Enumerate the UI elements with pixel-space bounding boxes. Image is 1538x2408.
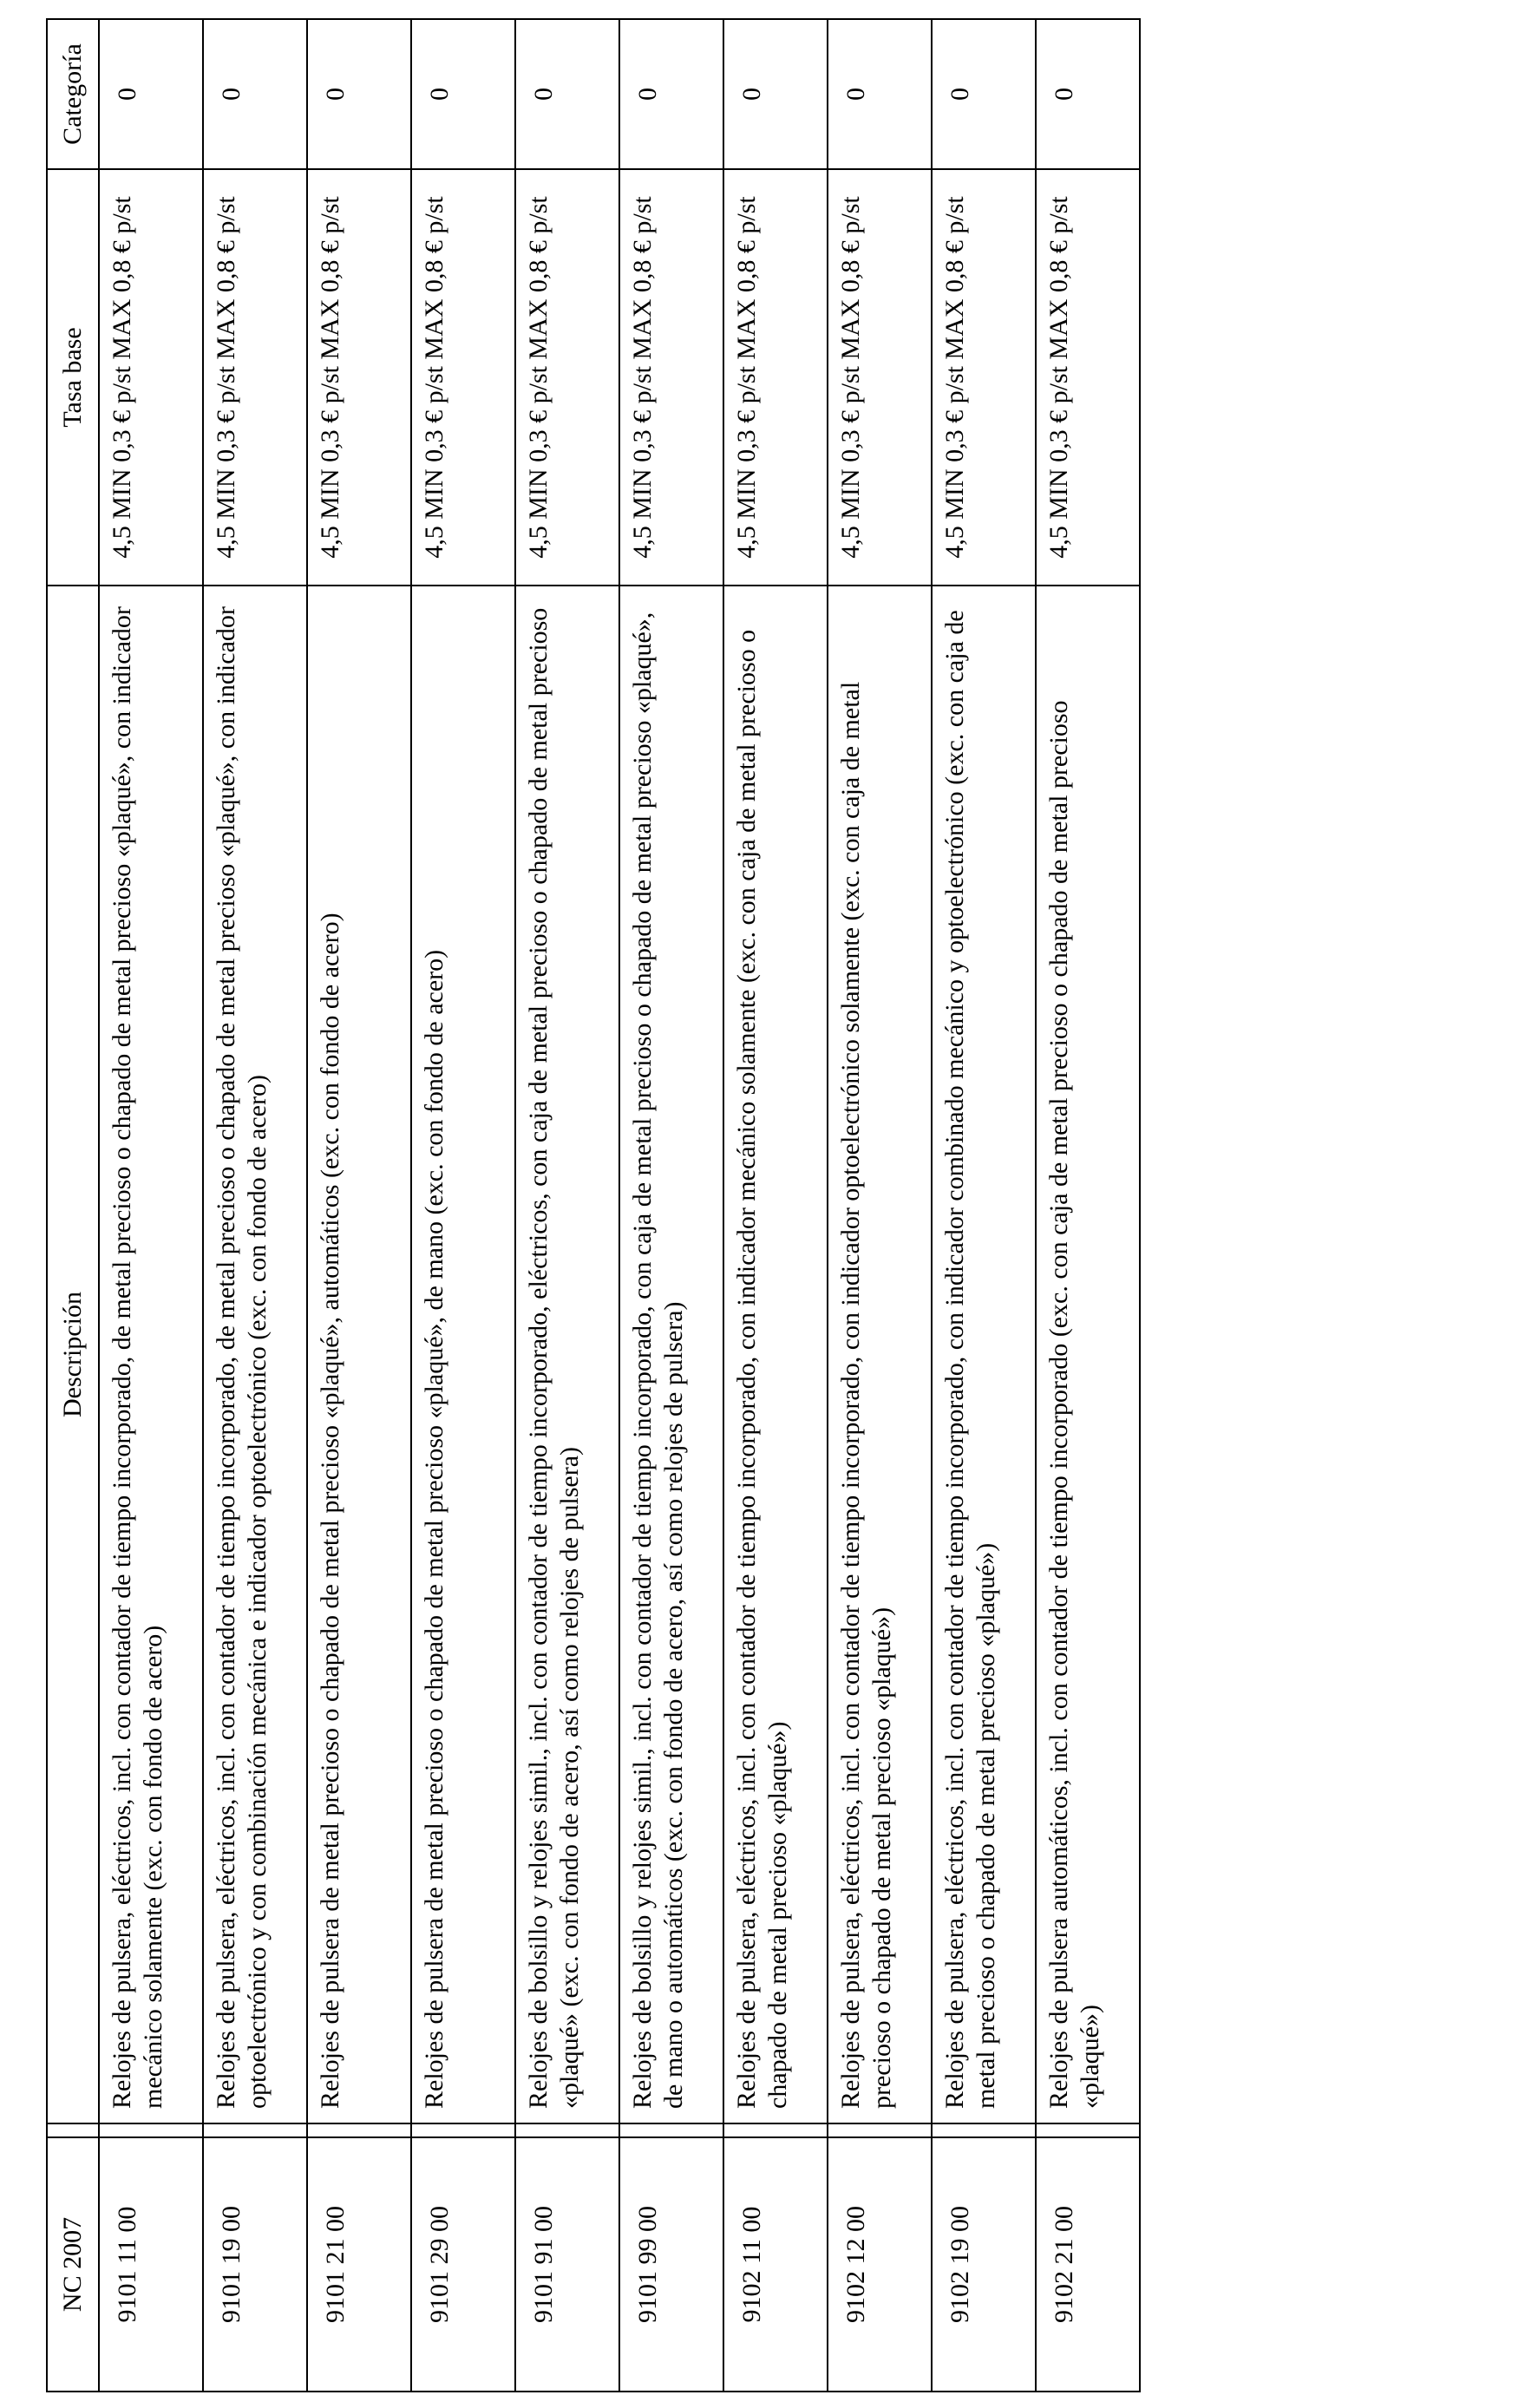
cell-description: Relojes de pulsera, eléctricos, incl. con contador de tiempo incorporado, de metal precioso o chapado de metal precioso «plaqué», con indicador optoelectrónico y con combinación mecánica e indicador optoelectrónico (exc. con fondo de acero) xyxy=(203,586,307,2123)
cell-description: Relojes de pulsera, eléctricos, incl. con contador de tiempo incorporado, con indicador optoelectrónico solamente (exc. con caja de metal precioso o chapado de metal precioso «plaqué») xyxy=(828,586,932,2123)
cell-category: 0 xyxy=(411,19,515,169)
table-row xyxy=(723,19,828,2392)
header-description: Descripción xyxy=(47,586,99,2123)
cell-rate: 4,5 MIN 0,3 € p/st MAX 0,8 € p/st xyxy=(828,169,932,586)
cell-category: 0 xyxy=(828,19,932,169)
header-rate: Tasa base xyxy=(47,169,99,586)
table-row xyxy=(515,19,619,2392)
cell-gap xyxy=(932,2123,1036,2137)
cell-description: Relojes de pulsera, eléctricos, incl. con contador de tiempo incorporado, con indicador mecánico solamente (exc. con caja de metal precioso o chapado de metal precioso «plaqué») xyxy=(723,586,828,2123)
cell-rate: 4,5 MIN 0,3 € p/st MAX 0,8 € p/st xyxy=(932,169,1036,586)
cell-nc: 9101 91 00 xyxy=(515,2137,619,2392)
table-row xyxy=(828,19,932,2392)
cell-gap xyxy=(619,2123,723,2137)
cell-nc: 9102 21 00 xyxy=(1036,2137,1140,2392)
cell-description: Relojes de bolsillo y relojes simil., incl. con contador de tiempo incorporado, con caja de metal precioso o chapado de metal precioso «plaqué», de mano o automáticos (exc. con fondo de acero, así como relojes de pulsera) xyxy=(619,586,723,2123)
header-nc: NC 2007 xyxy=(47,2137,99,2392)
tariff-table xyxy=(46,18,1141,2392)
cell-description: Relojes de pulsera automáticos, incl. con contador de tiempo incorporado (exc. con caja de metal precioso o chapado de metal precioso «plaqué») xyxy=(1036,586,1140,2123)
table-row xyxy=(203,19,307,2392)
cell-category: 0 xyxy=(723,19,828,169)
cell-category: 0 xyxy=(307,19,411,169)
cell-description: Relojes de pulsera de metal precioso o chapado de metal precioso «plaqué», automáticos (exc. con fondo de acero) xyxy=(307,586,411,2123)
cell-rate: 4,5 MIN 0,3 € p/st MAX 0,8 € p/st xyxy=(619,169,723,586)
cell-category: 0 xyxy=(932,19,1036,169)
cell-description: Relojes de bolsillo y relojes simil., incl. con contador de tiempo incorporado, eléctricos, con caja de metal precioso o chapado de metal precioso «plaqué» (exc. con fondo de acero, así como relojes de pulsera) xyxy=(515,586,619,2123)
table-row xyxy=(411,19,515,2392)
cell-gap xyxy=(1036,2123,1140,2137)
cell-rate: 4,5 MIN 0,3 € p/st MAX 0,8 € p/st xyxy=(203,169,307,586)
table-header-row xyxy=(47,19,99,2392)
cell-gap xyxy=(99,2123,203,2137)
cell-nc: 9102 12 00 xyxy=(828,2137,932,2392)
cell-rate: 4,5 MIN 0,3 € p/st MAX 0,8 € p/st xyxy=(411,169,515,586)
cell-category: 0 xyxy=(203,19,307,169)
cell-description: Relojes de pulsera, eléctricos, incl. con contador de tiempo incorporado, de metal precioso o chapado de metal precioso «plaqué», con indicador mecánico solamente (exc. con fondo de acero) xyxy=(99,586,203,2123)
cell-gap xyxy=(411,2123,515,2137)
cell-nc: 9101 19 00 xyxy=(203,2137,307,2392)
cell-rate: 4,5 MIN 0,3 € p/st MAX 0,8 € p/st xyxy=(515,169,619,586)
cell-gap xyxy=(307,2123,411,2137)
cell-nc: 9101 11 00 xyxy=(99,2137,203,2392)
cell-category: 0 xyxy=(619,19,723,169)
header-gap xyxy=(47,2123,99,2137)
cell-nc: 9102 19 00 xyxy=(932,2137,1036,2392)
table-row xyxy=(99,19,203,2392)
table-row xyxy=(307,19,411,2392)
table-body xyxy=(99,19,1140,2392)
table-row xyxy=(932,19,1036,2392)
table-row xyxy=(1036,19,1140,2392)
header-category: Categoría xyxy=(47,19,99,169)
cell-nc: 9102 11 00 xyxy=(723,2137,828,2392)
cell-nc: 9101 99 00 xyxy=(619,2137,723,2392)
cell-nc: 9101 29 00 xyxy=(411,2137,515,2392)
cell-gap xyxy=(515,2123,619,2137)
cell-nc: 9101 21 00 xyxy=(307,2137,411,2392)
cell-rate: 4,5 MIN 0,3 € p/st MAX 0,8 € p/st xyxy=(1036,169,1140,586)
cell-gap xyxy=(828,2123,932,2137)
cell-rate: 4,5 MIN 0,3 € p/st MAX 0,8 € p/st xyxy=(723,169,828,586)
cell-gap xyxy=(203,2123,307,2137)
cell-gap xyxy=(723,2123,828,2137)
cell-category: 0 xyxy=(515,19,619,169)
cell-category: 0 xyxy=(1036,19,1140,169)
cell-category: 0 xyxy=(99,19,203,169)
table-row xyxy=(619,19,723,2392)
cell-description: Relojes de pulsera de metal precioso o chapado de metal precioso «plaqué», de mano (exc. con fondo de acero) xyxy=(411,586,515,2123)
rotated-table-container xyxy=(46,20,1106,2392)
cell-description: Relojes de pulsera, eléctricos, incl. con contador de tiempo incorporado, con indicador combinado mecánico y optoelectrónico (exc. con caja de metal precioso o chapado de metal precioso «plaqué») xyxy=(932,586,1036,2123)
cell-rate: 4,5 MIN 0,3 € p/st MAX 0,8 € p/st xyxy=(307,169,411,586)
cell-rate: 4,5 MIN 0,3 € p/st MAX 0,8 € p/st xyxy=(99,169,203,586)
